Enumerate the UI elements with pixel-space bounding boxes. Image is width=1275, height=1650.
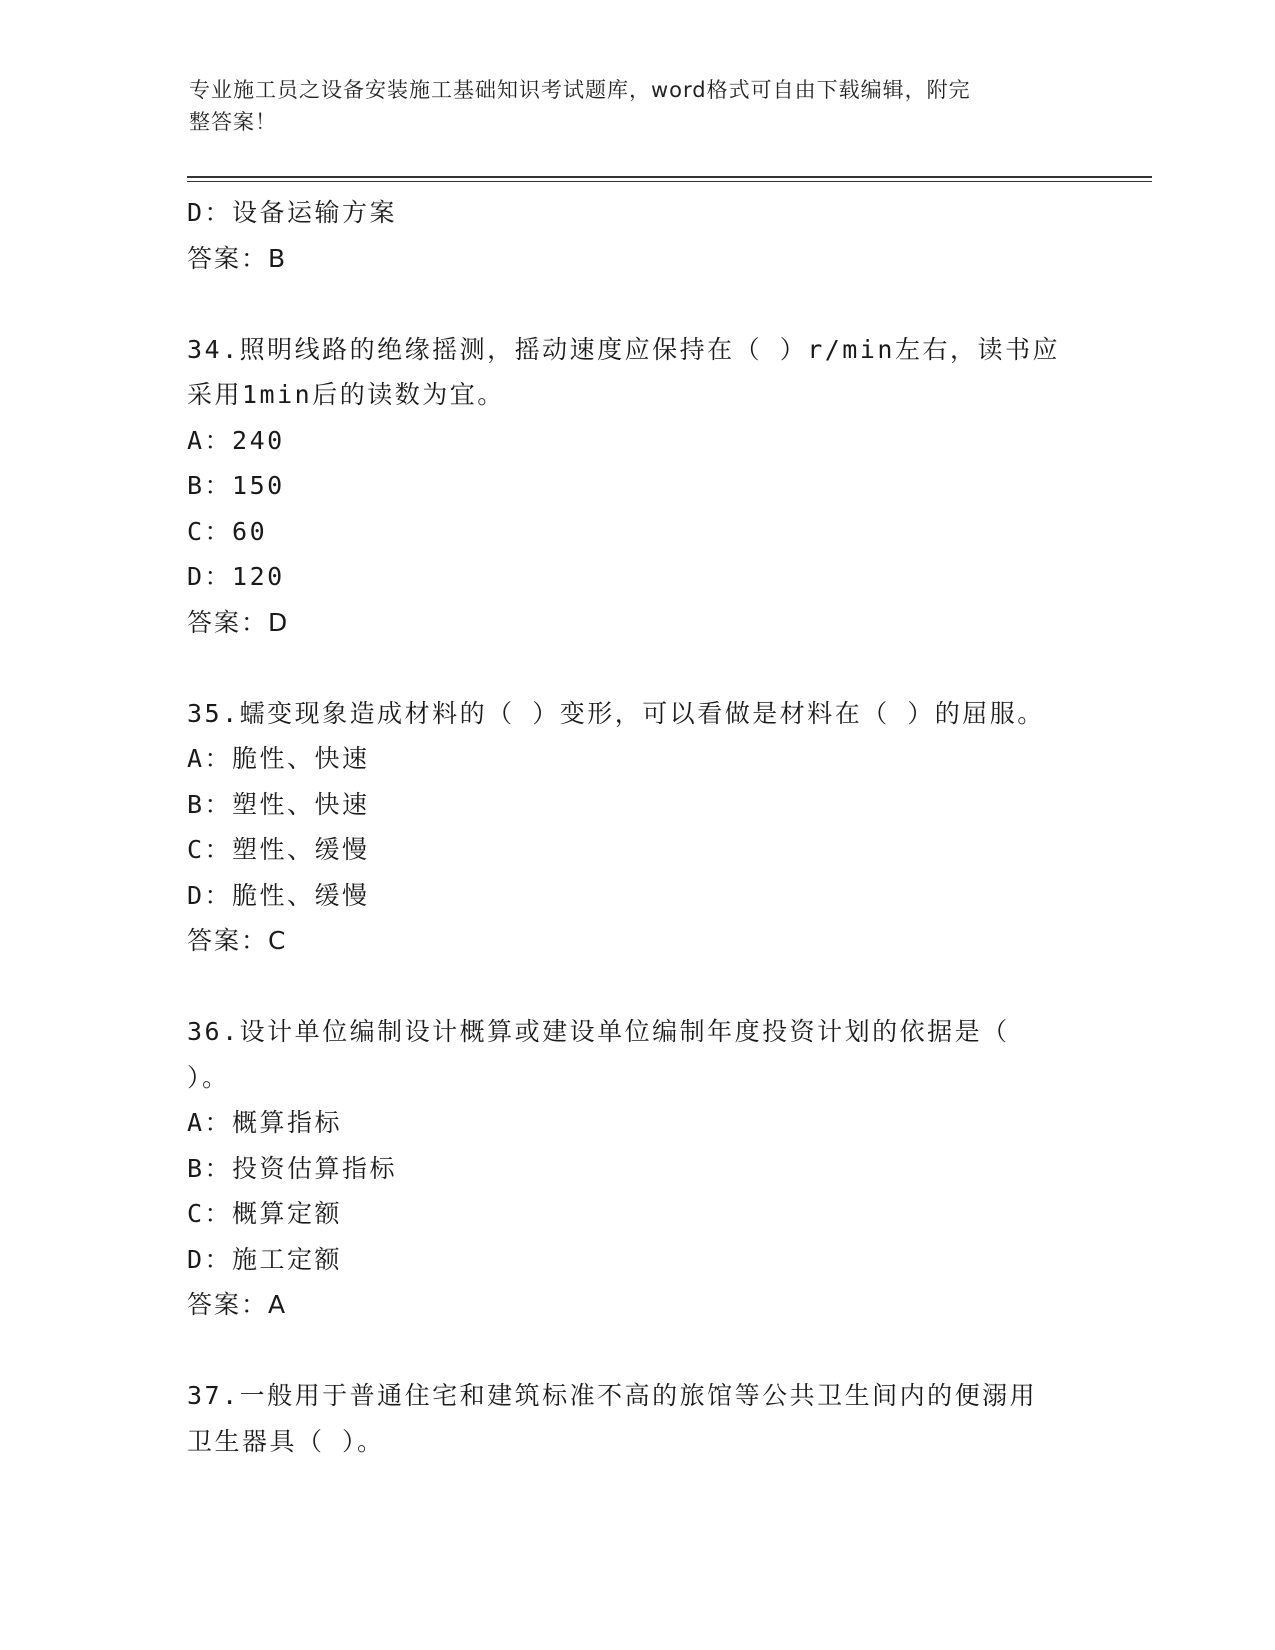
spacer bbox=[187, 645, 1087, 691]
option-a: A：脆性、快速 bbox=[187, 744, 370, 773]
header-divider-thin bbox=[187, 181, 1152, 182]
option-d: D：120 bbox=[187, 562, 285, 591]
question-33-tail bbox=[187, 190, 1087, 281]
answer: 答案：A bbox=[187, 1290, 288, 1319]
option-a: A：概算指标 bbox=[187, 1108, 343, 1137]
question-stem: 36.设计单位编制设计概算或建设单位编制年度投资计划的依据是（ bbox=[187, 1017, 1010, 1046]
option-d: D：施工定额 bbox=[187, 1244, 343, 1274]
question-stem: 34.照明线路的绝缘摇测，摇动速度应保持在（ ）r/min左右，读书应 bbox=[187, 334, 1060, 364]
option-c: C：塑性、缓慢 bbox=[187, 835, 370, 864]
header-line-2: 整答案！ bbox=[189, 110, 277, 134]
question-list bbox=[187, 190, 1087, 1464]
document-header bbox=[189, 74, 1069, 138]
header-divider-thick bbox=[187, 176, 1152, 178]
header-line-1: 专业施工员之设备安装施工基础知识考试题库，word格式可自由下载编辑，附完 bbox=[189, 78, 971, 102]
question-stem: ）。 bbox=[187, 1062, 230, 1092]
option-b: B：塑性、快速 bbox=[187, 789, 370, 819]
option-a: A：240 bbox=[187, 425, 285, 455]
answer: 答案：C bbox=[187, 926, 288, 955]
answer: 答案：D bbox=[187, 607, 290, 637]
question-37 bbox=[187, 1373, 1087, 1464]
spacer bbox=[187, 1328, 1087, 1374]
option-d: D：设备运输方案 bbox=[187, 198, 398, 227]
question-stem: 37.一般用于普通住宅和建筑标准不高的旅馆等公共卫生间内的便溺用 bbox=[187, 1381, 1038, 1410]
spacer bbox=[187, 281, 1087, 327]
answer: 答案：B bbox=[187, 243, 288, 273]
question-35 bbox=[187, 691, 1087, 964]
option-c: C：60 bbox=[187, 516, 268, 546]
question-stem: 采用1min后的读数为宜。 bbox=[187, 380, 505, 409]
question-36 bbox=[187, 1009, 1087, 1328]
option-c: C：概算定额 bbox=[187, 1199, 343, 1228]
option-b: B：投资估算指标 bbox=[187, 1153, 398, 1183]
option-d: D：脆性、缓慢 bbox=[187, 880, 370, 910]
question-34 bbox=[187, 327, 1087, 646]
spacer bbox=[187, 964, 1087, 1010]
option-b: B：150 bbox=[187, 471, 285, 500]
question-stem: 卫生器具（ ）。 bbox=[187, 1426, 385, 1456]
question-stem: 35.蠕变现象造成材料的（ ）变形，可以看做是材料在（ ）的屈服。 bbox=[187, 698, 1045, 728]
